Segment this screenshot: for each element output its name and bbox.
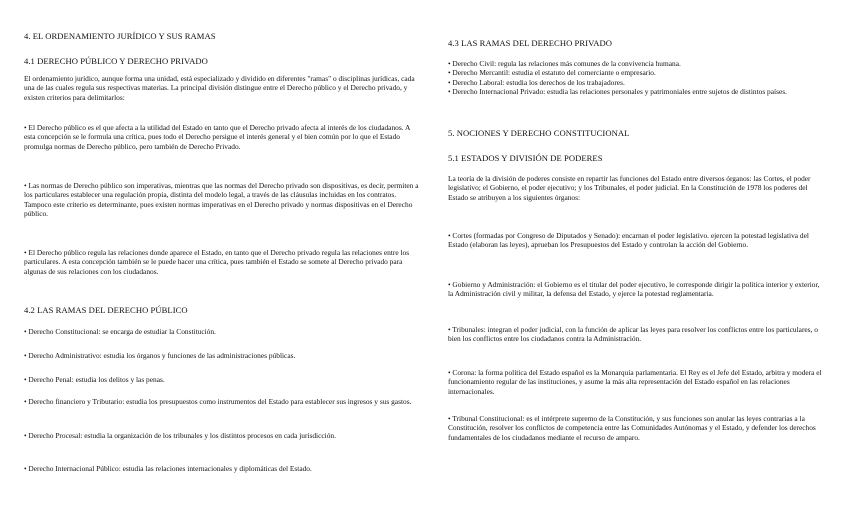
list-item: • Derecho financiero y Tributario: estudia los presupuestos como instrumentos del Estado para establecer sus ingresos y sus gastos.: [24, 397, 412, 406]
heading-section-4: 4. EL ORDENAMIENTO JURÍDICO Y SUS RAMAS: [24, 31, 216, 41]
heading-section-4-3: 4.3 LAS RAMAS DEL DERECHO PRIVADO: [448, 38, 612, 48]
bullet-paragraph: • Tribunales: integran el poder judicial, con la función de aplicar las leyes para resolver los conflictos entre los particulares, o bien los conflictos entre los ciudadanos contra la Administración.: [448, 325, 818, 344]
private-branches-list: • Derecho Civil: regula las relaciones más comunes de la convivencia humana. • Derecho Mercantil: estudia el estatuto del comerciante o empresario. • Derecho Laboral: estudia los derechos de los trabajadores. • Derecho Internacional Privado: estudia las relaciones personales y patrimoniales entre sujetos de distintos países.: [448, 59, 787, 96]
list-item: • Derecho Procesal: estudia la organización de los tribunales y los distintos procesos en cada jurisdicción.: [24, 431, 336, 440]
bullet-paragraph: • El Derecho público regula las relaciones donde aparece el Estado, en tanto que el Derecho privado regula las relaciones entre los particulares. A esta concepción también se le puede hacer una crítica, pues también el Estado se somete al Derecho privado para algunas de sus relaciones con los ciudadanos.: [24, 248, 410, 276]
bullet-paragraph: • Las normas de Derecho público son imperativas, mientras que las normas del Derecho privado son dispositivas, es decir, permiten a los particulares establecer una regulación propia, distinta del modelo legal, a través de las cláusulas incluidas en los contratos. Tampoco este criterio es determinante, pues existen normas imperativas en el Derecho privado y normas dispositivas en el Derecho público.: [24, 181, 419, 218]
heading-section-4-2: 4.2 LAS RAMAS DEL DERECHO PÚBLICO: [24, 305, 188, 315]
list-item: • Derecho Constitucional: se encarga de estudiar la Constitución.: [24, 327, 216, 336]
list-item: • Derecho Penal: estudia los delitos y las penas.: [24, 375, 165, 384]
bullet-paragraph: • Tribunal Constitucional: es el intérprete supremo de la Constitución, y sus funciones son anular las leyes contrarias a la Constitución, resolver los conflictos de competencia entre las Comunidades Autónomas y el Estado, y defender los derechos fundamentales de los ciudadanos mediante el recurso de amparo.: [448, 414, 816, 442]
heading-section-5-1: 5.1 ESTADOS Y DIVISIÓN DE PODERES: [448, 153, 603, 163]
heading-section-4-1: 4.1 DERECHO PÚBLICO Y DERECHO PRIVADO: [24, 56, 208, 66]
intro-paragraph: La teoría de la división de poderes consiste en repartir las funciones del Estado entre diversos órganos: las Cortes, el poder legislativo; el Gobierno, el poder ejecutivo; y los Tribunales, el poder judicial. En la Constitución de 1978 los poderes del Estado se atribuyen a los siguientes órganos:: [448, 174, 811, 202]
intro-paragraph: El ordenamiento jurídico, aunque forma una unidad, está especializado y dividido en diferentes "ramas" o disciplinas jurídicas, cada una de las cuales regula sus respectivas materias. La principal división distingue entre el Derecho público y el Derecho privado, y existen criterios para delimitarlos:: [24, 74, 415, 102]
heading-section-5: 5. NOCIONES Y DERECHO CONSTITUCIONAL: [448, 128, 630, 138]
bullet-paragraph: • Corona: la forma política del Estado español es la Monarquía parlamentaria. El Rey es el Jefe del Estado, arbitra y modera el funcionamiento regular de las instituciones, y asume la más alta representación del Estado español en las relaciones internacionales.: [448, 368, 822, 396]
bullet-paragraph: • Cortes (formadas por Congreso de Diputados y Senado): encarnan el poder legislativo. ejercen la potestad legislativa del Estado (elaboran las leyes), aprueban los Presupuestos del Estado y controlan la acción del Gobierno.: [448, 231, 809, 250]
bullet-paragraph: • Gobierno y Administración: el Gobierno es el titular del poder ejecutivo, le corresponde dirigir la política interior y exterior, la Administración civil y militar, la defensa del Estado, y ejerce la potestad reglamentaria.: [448, 280, 820, 299]
list-item: • Derecho Administrativo: estudia los órganos y funciones de las administraciones públicas.: [24, 351, 296, 360]
list-item: • Derecho Internacional Público: estudia las relaciones internacionales y diplomáticas del Estado.: [24, 464, 312, 473]
bullet-paragraph: • El Derecho público es el que afecta a la utilidad del Estado en tanto que el Derecho privado afecta al interés de los ciudadanos. A esta concepción se le formula una crítica, pues todo el Derecho persigue el interés general y el bien común por lo que el Estado promulga normas de Derecho público, pero también de Derecho Privado.: [24, 123, 410, 151]
